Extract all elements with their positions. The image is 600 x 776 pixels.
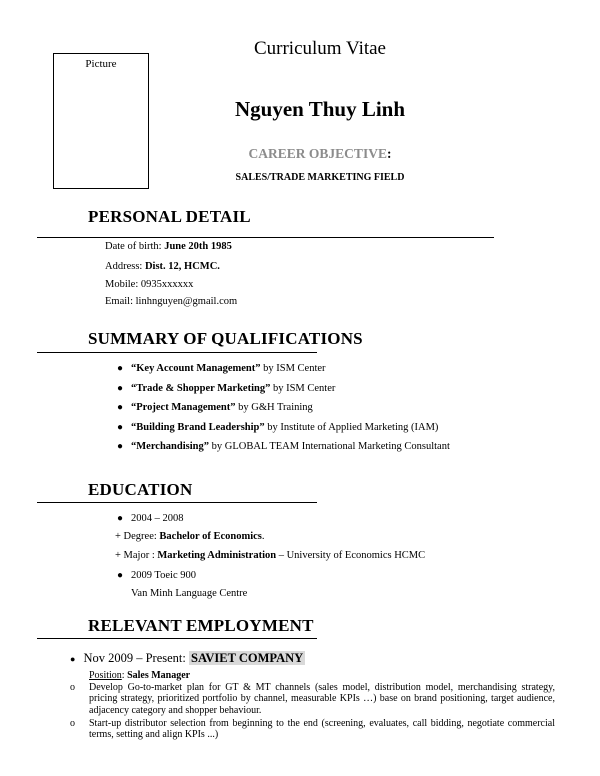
section-divider	[37, 502, 317, 503]
bullet-icon: ●	[117, 383, 124, 394]
section-divider	[37, 237, 494, 238]
degree-value: Bachelor of Economics	[159, 531, 262, 542]
address	[105, 261, 220, 272]
qualification-provider: by Institute of Applied Marketing (IAM)	[264, 422, 439, 433]
candidate-name: Nguyen Thuy Linh	[234, 97, 406, 121]
bullet-icon: ●	[70, 654, 76, 664]
bullet-icon: ●	[117, 513, 124, 524]
mobile: Mobile: 0935xxxxxx	[105, 279, 194, 290]
email: Email: linhnguyen@gmail.com	[105, 296, 238, 307]
qualification-provider: by G&H Training	[235, 402, 313, 413]
qualification-title: “Merchandising”	[131, 441, 209, 452]
bullet-icon: ●	[117, 570, 124, 581]
position-value: Sales Manager	[127, 670, 191, 681]
dob-label: Date of birth:	[105, 241, 165, 252]
bullet-icon: ●	[117, 441, 124, 452]
bullet-icon: ●	[117, 363, 124, 374]
qualification-title: “Key Account Management”	[131, 363, 261, 374]
education-heading: EDUCATION	[88, 480, 193, 499]
photo-placeholder	[53, 53, 149, 189]
section-divider	[37, 352, 317, 353]
position: Position: Sales Manager	[89, 670, 191, 681]
major-label: + Major :	[115, 550, 158, 561]
duty-item: Develop Go-to-market plan for GT & MT channels (sales model, distribution model, merchandising strategy, pricing strategy, prioritized portfolio by channel, measurable KPIs …) base on brand positioning, target audience, adjacency category and shopper behaviour.	[89, 682, 555, 716]
bullet-icon: ●	[117, 402, 124, 413]
qualification-provider: by ISM Center	[270, 383, 336, 394]
major-school: – University of Economics HCMC	[276, 550, 426, 561]
position-label: Position	[89, 670, 122, 681]
address-value: Dist. 12, HCMC.	[144, 261, 220, 272]
qualification-provider: by GLOBAL TEAM International Marketing Consultant	[208, 441, 450, 452]
employment-entry	[70, 651, 305, 666]
career-objective-field: SALES/TRADE MARKETING FIELD	[235, 172, 405, 183]
qualification-title: “Building Brand Leadership”	[131, 422, 265, 433]
major-value: Marketing Administration	[157, 550, 277, 561]
education-degree: + Degree: Bachelor of Economics.	[115, 531, 265, 542]
bullet-icon: ●	[117, 422, 124, 433]
circle-bullet-icon: o	[70, 682, 75, 693]
document-title: Curriculum Vitae	[253, 38, 386, 59]
employment-heading: RELEVANT EMPLOYMENT	[88, 616, 314, 635]
education-toeic-school: Van Minh Language Centre	[131, 588, 248, 599]
career-objective-label: CAREER OBJECTIVE	[248, 146, 387, 161]
dob-value: June 20th 1985	[164, 241, 232, 252]
qualification-title: “Project Management”	[131, 402, 236, 413]
photo-label: Picture	[85, 58, 117, 70]
degree-label: + Degree:	[115, 531, 160, 542]
career-objective-colon: :	[386, 146, 392, 161]
circle-bullet-icon: o	[70, 718, 75, 729]
personal-detail-heading: PERSONAL DETAIL	[88, 207, 251, 226]
date-of-birth	[105, 241, 232, 252]
qualification-title: “Trade & Shopper Marketing”	[131, 383, 271, 394]
qualifications-heading: SUMMARY OF QUALIFICATIONS	[88, 329, 363, 348]
section-divider	[37, 638, 317, 639]
qualification-provider: by ISM Center	[260, 363, 326, 374]
company-name: SAVIET COMPANY	[191, 651, 304, 665]
employment-period: Nov 2009 – Present:	[83, 651, 189, 665]
duty-item: Start-up distributor selection from beginning to the end (screening, evaluates, call bidding, negotiate commercial terms, setting and align KPIs ...)	[89, 718, 555, 741]
career-objective-heading	[190, 146, 450, 162]
address-label: Address:	[105, 261, 145, 272]
education-major	[115, 550, 425, 561]
